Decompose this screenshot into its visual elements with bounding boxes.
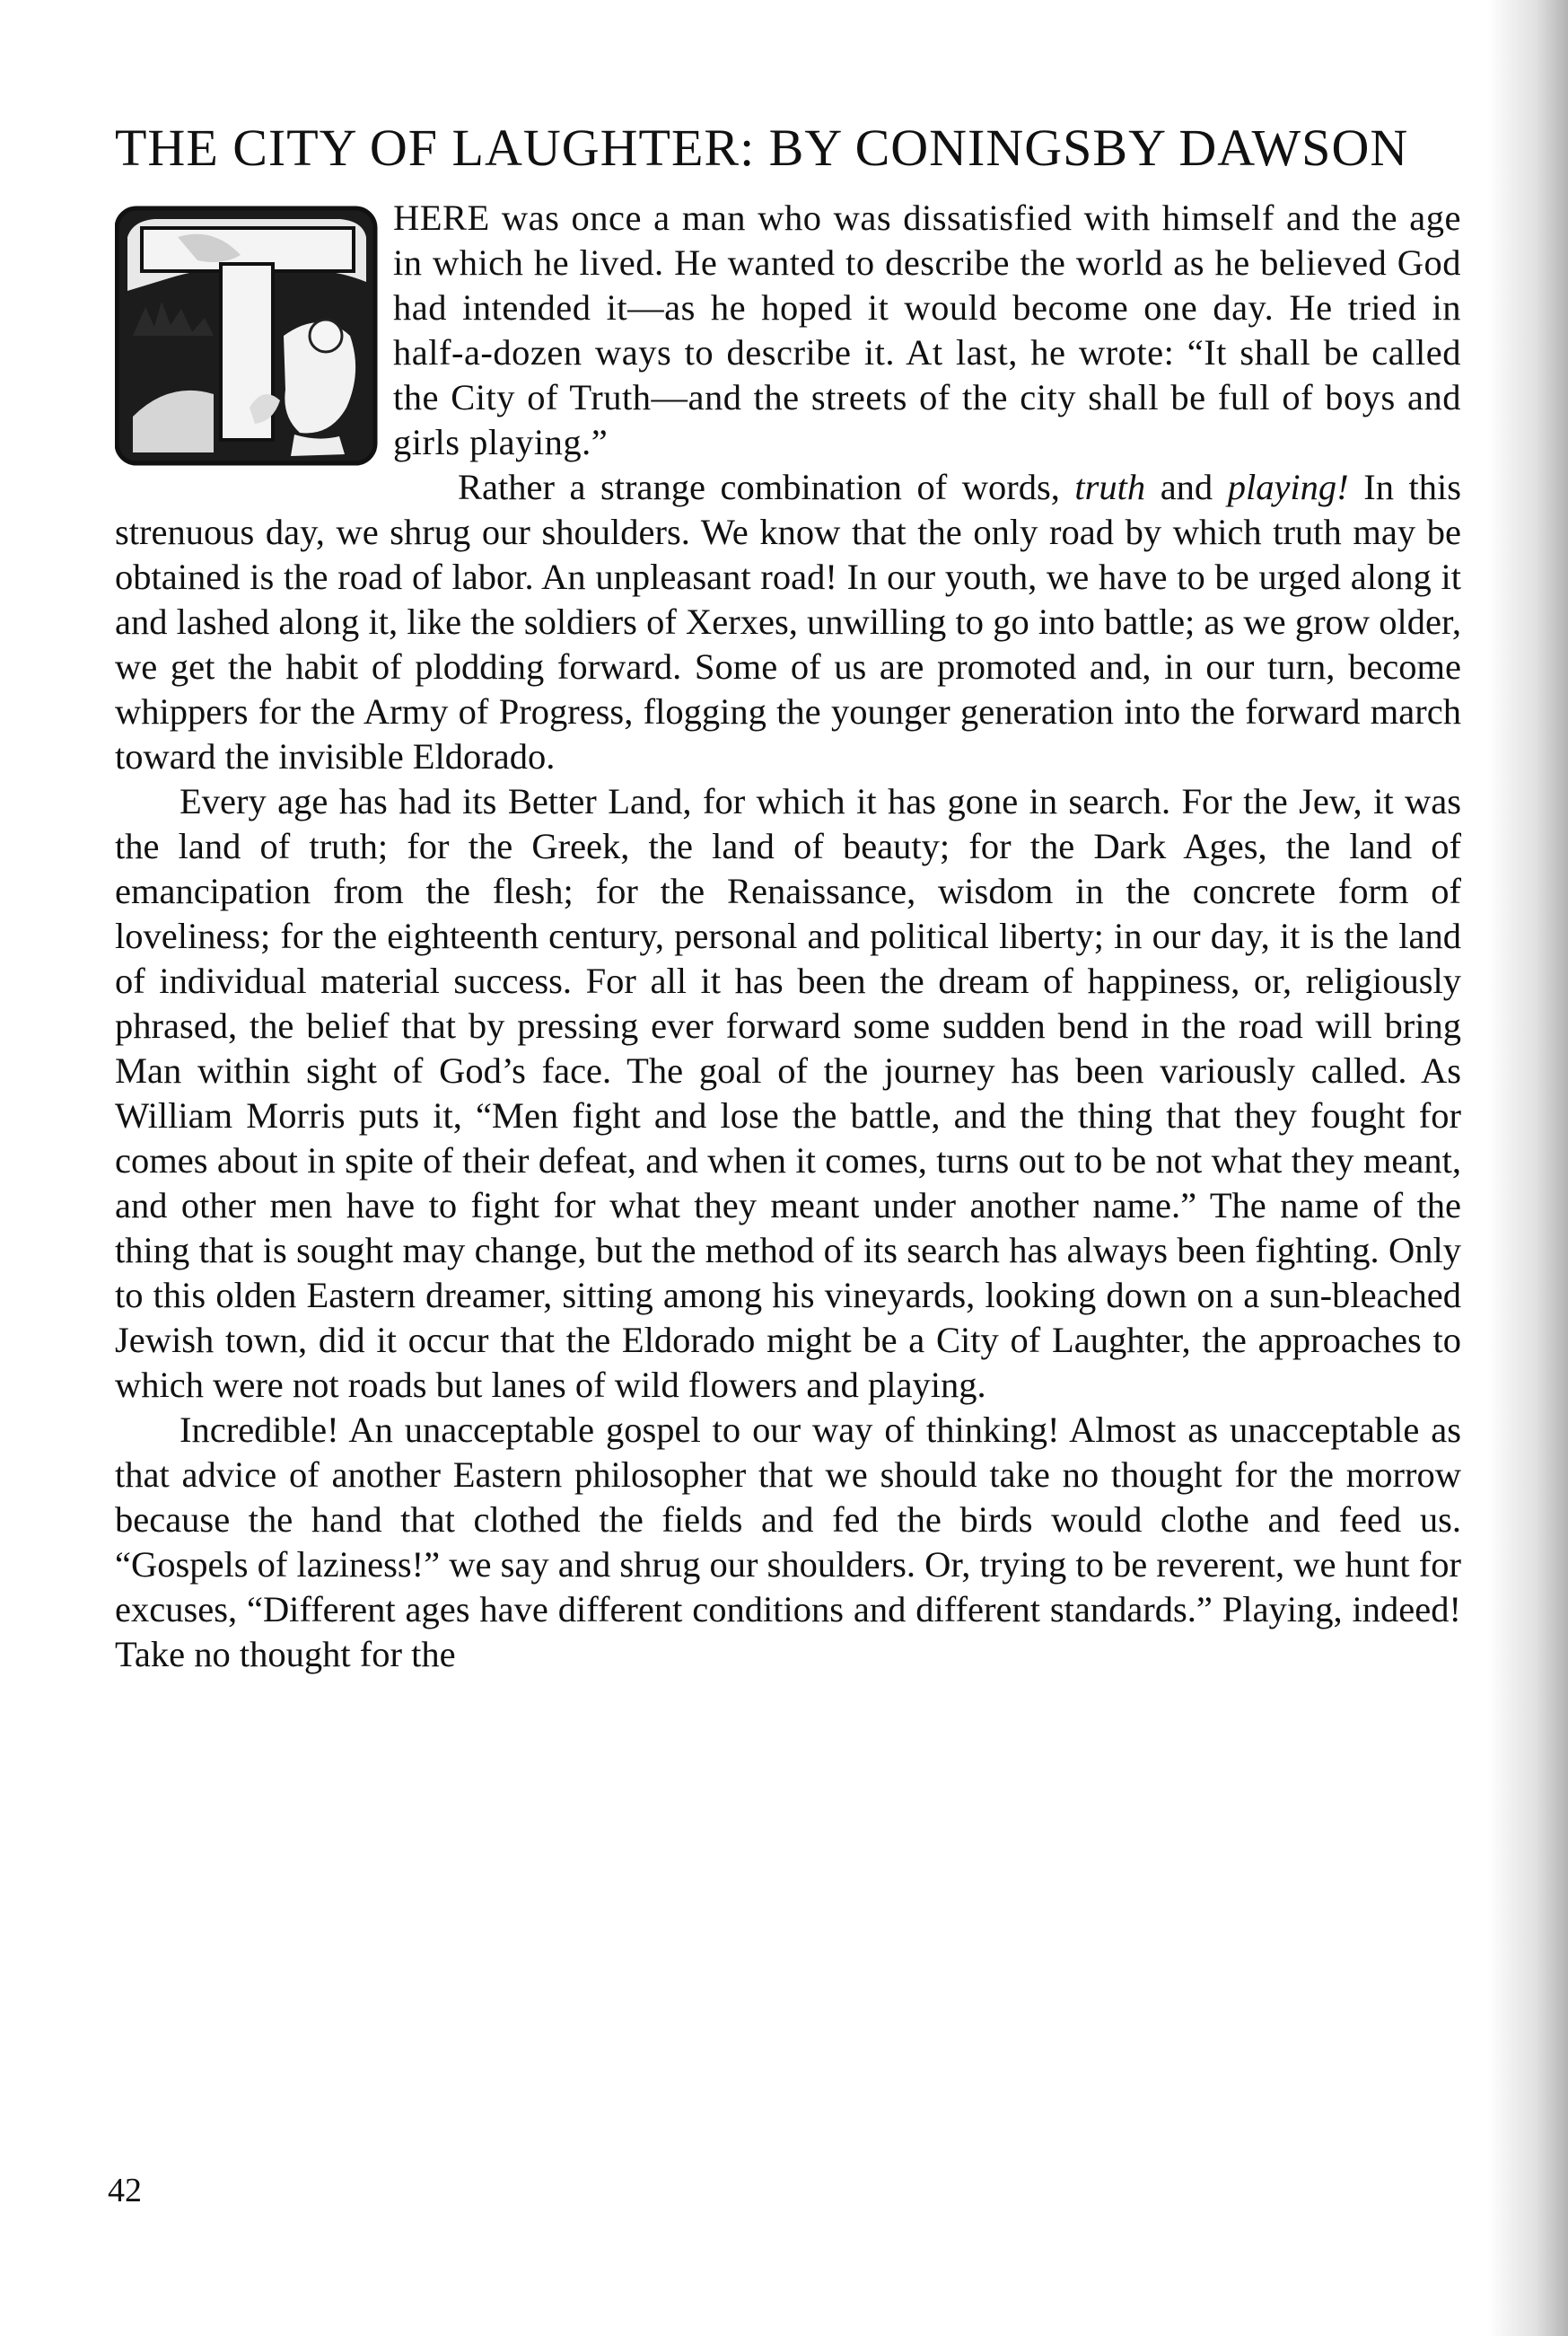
paragraph-1 — [115, 196, 1461, 465]
emphasis-playing: playing! — [1227, 467, 1349, 507]
paragraph-2-part-a: Rather a strange combination of words, — [458, 467, 1075, 507]
paragraph-3: Every age has had its Better Land, for which it has gone in search. For the Jew, it was the land of truth; for the Greek, the land of beauty; for the Dark Ages, the land of emancipation from the flesh; for the Renaissance, wisdom in the concrete form of loveliness; for the eighteenth century, personal and political liberty; in our day, it is the land of individual material success. For all it has been the dream of happiness, or, religiously phrased, the belief that by pressing ever forward some sudden bend in the road will bring Man within sight of God’s face. The goal of the journey has been variously called. As William Morris puts it, “Men fight and lose the battle, and the thing that they fought for comes about in spite of their defeat, and when it comes, turns out to be not what they meant, and other men have to fight for what they meant under another name.” The name of the thing that is sought may change, but the method of its search has always been fighting. Only to this olden Eastern dreamer, sitting among his vineyards, looking down on a sun-bleached Jewish town, did it occur that the Eldorado might be a City of Laughter, the approaches to which were not roads but lanes of wild flowers and playing. — [115, 781, 1461, 1405]
article-page — [115, 117, 1461, 1677]
paragraph-4: Incredible! An unacceptable gospel to our way of thinking! Almost as unacceptable as that advice of another Eastern philosopher that we should take no thought for the morrow because the hand that clothed the fields and fed the birds would clothe and feed us. “Gospels of laziness!” we say and shrug our shoulders. Or, trying to be reverent, we hunt for excuses, “Different ages have different conditions and different standards.” Playing, indeed! Take no thought for the — [115, 1410, 1461, 1674]
page-edge-shadow — [1487, 0, 1568, 2336]
illustrated-initial — [115, 201, 381, 467]
page-number: 42 — [108, 2172, 142, 2209]
emphasis-truth: truth — [1074, 467, 1146, 507]
paragraph-2-part-c: In this strenuous day, we shrug our shoulders. We know that the only road by which truth may be obtained is the road of labor. An unpleasant road! In our youth, we have to be urged along it and lashed along it, like the soldiers of Xerxes, unwilling to go into battle; as we grow older, we get the habit of plodding forward. Some of us are promoted and, in our turn, become whippers for the Army of Progress, flogging the younger generation into the forward march toward the invisible Eldorado. — [115, 467, 1461, 777]
paragraph-2-part-b: and — [1145, 467, 1228, 507]
article-body — [115, 196, 1461, 1677]
paragraph-2 — [115, 465, 1461, 779]
illustrated-initial-t-icon — [115, 201, 381, 467]
drop-cap-continuation: HERE was once a man who was dissatisfied with himself and the age in which he lived. He wanted to describe the world as he believed God had intended it—as he hoped it would become one day. He tried in half-a-dozen ways to describe it. At last, he wrote: “It shall be called the City of Truth—and the streets of the city shall be full of boys and girls playing.” — [393, 198, 1461, 462]
article-title: THE CITY OF LAUGHTER: BY CONINGSBY DAWSON — [115, 119, 1409, 177]
